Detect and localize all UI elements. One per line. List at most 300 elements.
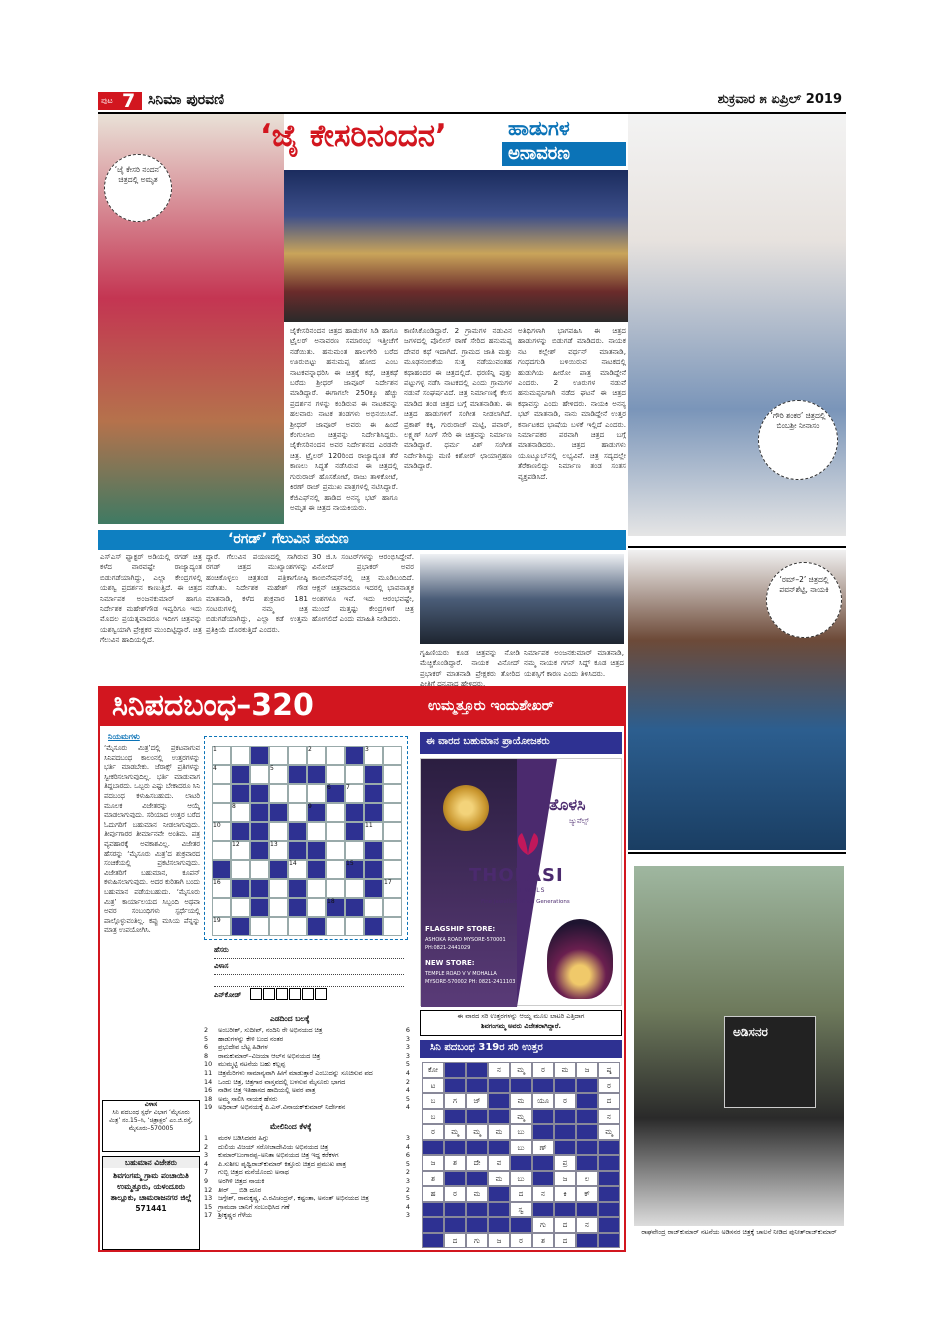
address-text: ಸಿನಿ ಪದಬಂಧ ಸ್ಪರ್ಧೆ ವಿಭಾಗ ‘ಮೈಸೂರು ಮಿತ್ರ’ ನಂ.15–ಸಿ, ‘ಚಿತ್ರಾಕ್ಷರ’ ಎಂ.ಜಿ.ರಸ್ತೆ, ಮೈಸೂರು–570005: [109, 1109, 193, 1132]
crossword-block: [269, 860, 288, 879]
answer-block: [444, 1171, 466, 1187]
answer-cell: ಲ: [576, 1171, 598, 1187]
crossword-cell[interactable]: [307, 822, 326, 841]
crossword-cell[interactable]: [345, 917, 364, 936]
answer-block: [554, 1202, 576, 1218]
clue-item: 16 ನಾಡಿನ ಚಿತ್ರ ಇತಿಹಾಸದ ಹಾದಿಯಲ್ಲಿ ಅವರ ಪಾತ್ರ 4: [204, 1086, 410, 1095]
answer-block: [466, 1109, 488, 1125]
crossword-cell[interactable]: [383, 803, 402, 822]
crossword-block: [364, 784, 383, 803]
answer-cell: ರ: [598, 1078, 620, 1094]
crossword-number: 6: [327, 784, 331, 791]
answer-cell: ಜ್: [466, 1093, 488, 1109]
answer-block: [554, 1140, 576, 1156]
answer-block: [576, 1093, 598, 1109]
answer-block: [598, 1140, 620, 1156]
answer-cell: ಮ: [488, 1171, 510, 1187]
crossword-block: [307, 765, 326, 784]
page-label: ಪುಟ: [101, 96, 113, 105]
crossword-cell[interactable]: [345, 879, 364, 898]
crossword-cell[interactable]: [307, 784, 326, 803]
crossword-block: [231, 822, 250, 841]
answer-block: [422, 1140, 444, 1156]
bimbashri-photo: [628, 114, 846, 536]
crossword-cell[interactable]: [288, 917, 307, 936]
clue-item: 8 ರಾಮಕುಮಾರ್–ವಿಜಯಾ ಆಲ್‌ನ ಅಭಿನಯದ ಚಿತ್ರ 3: [204, 1051, 410, 1060]
down-clues: [204, 1134, 410, 1234]
winner-text: ಶಿವಗಂಗಮ್ಮ ಗ್ರಾಮ ಪಂಚಾಯಿತಿ ಉಮ್ಮತ್ತೂರು, ಯಳಂದೂರು ತಾಲ್ಲೂಕು, ಚಾಮರಾಜನಗರ ಜಿಲ್ಲೆ 571441: [110, 1171, 192, 1213]
crossword-block: [212, 860, 231, 879]
peacock-logo-icon: [513, 829, 543, 857]
crossword-block: [345, 822, 364, 841]
sponsor-title: ಈ ವಾರದ ಬಹುಮಾನ ಪ್ರಾಯೋಜಕರು: [426, 736, 550, 747]
answer-block: [466, 1078, 488, 1094]
answer-block: [576, 1202, 598, 1218]
answer-cell: ಷ್ಠ: [598, 1062, 620, 1078]
crossword-block: [345, 803, 364, 822]
clue-item: 14 ಒಂದು ಚಿತ್ರ, ಚಿತ್ರಗಾರ ವಾಸ್ತವದಲ್ಲಿ ಬಳಸುವ ಮೈಸೂರು ಭಾಗದ 2: [204, 1077, 410, 1086]
gowri-caption-circle: ‘ಗೌರಿ ಶಂಕರ’ ಚಿತ್ರದಲ್ಲಿ ಬಿಂಬಶ್ರೀ ನೀನಾಸಂ: [758, 400, 838, 480]
rum-caption-circle: ‘ರಮ್–2’ ಚಿತ್ರದಲ್ಲಿ ಪವನ್‌ಶೆಟ್ಟಿ, ನಾಯಕಿ: [766, 562, 842, 638]
name-field[interactable]: ಹೆಸರು: [214, 946, 404, 959]
answer-cell: ರ: [532, 1062, 554, 1078]
section-title: ಸಿನಿಮಾ ಪುರವಣಿ: [148, 92, 225, 108]
brand-tagline: Fine Jewellers since Generations: [481, 899, 570, 905]
crossword-block: [288, 879, 307, 898]
crossword-cell[interactable]: [345, 841, 364, 860]
rugged-col-1: ಎಸ್‌ಎಸ್ ಫ್ಯಾಕ್ಟರ್ ಅಡಿಯಲ್ಲಿ ರಗಡ್ ಚಿತ್ರ ಕಳೆದ ವಾರವಷ್ಟೇ ರಾಜ್ಯಾದ್ಯಂತ ಬಿಡುಗಡೆಯಾಗಿದ್ದು, ಎಲ್ಲಾ ಕೇಂದ್ರಗಳಲ್ಲಿ ಯಶಸ್ವಿ ಪ್ರದರ್ಶನ ಕಾಣುತ್ತಿದೆ. ಈ ಚಿತ್ರದ ನಿರ್ಮಾಪಕ ಅಂಜನಕುಮಾರ್ ಹಾಗೂ ನಿರ್ದೇಶಕ ಮಹೇಶ್‌ಗೌಡ ಇವ್ವರಿಗೂ ಇದು ಮೊದಲ ಪ್ರಯತ್ನವಾದರೂ ಇದೀಗ ಚಿತ್ರವನ್ನು ಯಶಸ್ವಿಯಾಗಿ ಪ್ರೇಕ್ಷಕರ ಮುಂದಿಟ್ಟಿದ್ದಾರೆ. ಚಿತ್ರ ಗೆಲುವಿನ ಹಾದಿಯಲ್ಲಿದೆ.: [100, 552, 202, 645]
new-store-phone: MYSORE-570002 PH: 0821-2411103: [425, 979, 516, 985]
answer-block: [444, 1109, 466, 1125]
crossword-cell[interactable]: [326, 841, 345, 860]
lead-headline-side-2-box: [502, 142, 626, 166]
crossword-number: 3: [365, 746, 369, 753]
clue-item: 19 ಅಧಿರಾಜ್ ಅಭಿನಯಕ್ಕೆ ಪಿ.ಎಸ್.ವಿನಾಯಕ್‌ಕುಮಾರ್ ನಿರ್ದೇಶನ 4: [204, 1103, 410, 1112]
crossword-cell[interactable]: [307, 879, 326, 898]
answer-block: [510, 1217, 532, 1233]
answer-cell: ಮ: [510, 1093, 532, 1109]
crossword-cell[interactable]: [250, 765, 269, 784]
crossword-block: [288, 765, 307, 784]
crossword-block: [288, 898, 307, 917]
crossword-cell[interactable]: [212, 841, 231, 860]
crossword-cell[interactable]: [269, 898, 288, 917]
crossword-block: [231, 917, 250, 936]
answer-block: [532, 1171, 554, 1187]
crossword-cell[interactable]: [250, 917, 269, 936]
crossword-block: [269, 803, 288, 822]
clue-item: 11 ಚಿತ್ರಮೆರಿಗಳು ಸಾಮಾನ್ಯವಾಗಿ ಹೀಗೆ ಮಾಡುತ್ತಾರೆ ಎಂಬುದನ್ನು ಸೂಚಿಸುವ ಪದ 4: [204, 1068, 410, 1077]
answer-block: [576, 1233, 598, 1249]
brand-kn-sub: ಜ್ಯುವೆಲ್ಸ್: [569, 817, 589, 825]
crossword-cell[interactable]: [326, 917, 345, 936]
clue-item: 18 ಅಮ್ಮ ಸಾಲಿಸಿ ನಾಯಕ ಹೆಸರು 5: [204, 1094, 410, 1103]
crossword-cell[interactable]: [326, 803, 345, 822]
answer-block: [466, 1062, 488, 1078]
answer-cell: ಪ್ರ: [554, 1155, 576, 1171]
answer-cell: ಮ್ಮ: [598, 1124, 620, 1140]
answer-block: [466, 1171, 488, 1187]
answer-cell: ಬು: [510, 1140, 532, 1156]
answer-block: [422, 1202, 444, 1218]
clue-item: 7 ಗುಬ್ಬಿ ಚಿತ್ರದ ಮನೆಯೊಂದು ಅನಾಥ 2: [204, 1168, 410, 1177]
crossword-number: 8: [232, 803, 236, 810]
new-store-label: NEW STORE:: [425, 959, 475, 967]
answer-cell: ನ: [598, 1109, 620, 1125]
rugged-team-photo: [420, 554, 624, 644]
rules-text: ‘ಮೈಸೂರು ಮಿತ್ರ’ದಲ್ಲಿ ಪ್ರಕಟವಾಗುವ ಸಿನಿಪದಬಂಧ ಕಾಲಂನಲ್ಲಿ ಉತ್ತರಗಳನ್ನು ಭರ್ತಿ ಮಾಡಬೇಕು. ಜೆರಾಕ್ಸ್ ಪ್ರತಿಗಳನ್ನು ಸ್ವೀಕರಿಸಲಾಗುವುದಿಲ್ಲ. ಭರ್ತಿ ಮಾಡುವಾಗ ತಿದ್ದಬಾರದು. ಒಬ್ಬರು ಎಷ್ಟು ಬೇಕಾದರೂ ಸಿನಿ ಪದಬಂಧ ಕಳುಹಿಸಬಹುದು. ಲಾಟರಿ ಮೂಲಕ ವಿಜೇತರನ್ನು ಆಯ್ಕೆ ಮಾಡಲಾಗುವುದು. ಸರಿಯಾದ ಉತ್ತರ ಬರೆದ ಓದುಗರಿಗೆ ಬಹುಮಾನ ನೀಡಲಾಗುವುದು. ತೀರ್ಪುಗಾರರ ತೀರ್ಮಾನವೇ ಅಂತಿಮ. ಪತ್ರ ವ್ಯವಹಾರಕ್ಕೆ ಅವಕಾಶವಿಲ್ಲ. ವಿಜೇತರ ಹೆಸರನ್ನು ‘ಮೈಸೂರು ಮಿತ್ರ’ದ ಶುಕ್ರವಾರದ ಸಂಚಿಕೆಯಲ್ಲಿ ಪ್ರಕಟಿಸಲಾಗುವುದು. ವಿಜೇತರಿಗೆ ಬಹುಮಾನ, ಕೂಪನ್ ಕಳುಹಿಸಲಾಗುವುದು. ಅದರ ಕುರಿತಾಗಿ ಬಂದು ಬಹುಮಾನ ಪಡೆಯಬಹುದು. ‘ಮೈಸೂರು ಮಿತ್ರ’ ಕಾರ್ಯಾಲಯದ ಸಿಬ್ಬಂದಿ ಅಥವಾ ಅವರ ಸಂಬಂಧಿಗಳು ಸ್ಪರ್ಧೆಯಲ್ಲಿ ಪಾಲ್ಗೊಳ್ಳುವಂತಿಲ್ಲ. ಕಪ್ಪು ಮಸಿಯ ಪೆನ್ನನ್ನು ಮಾತ್ರ ಉಪಯೋಗಿಸಿ.: [104, 744, 200, 935]
answer-block: [576, 1124, 598, 1140]
clue-item: 13 ಜಗ್ಗೇಶ್, ರಾಮಕೃಷ್ಣ, ವಿ.ರವಿಚಂದ್ರನ್, ಕಷ್ಟಂತಾ, ಅನಂತ್ ಅಭಿನಯದ ಚಿತ್ರ 5: [204, 1194, 410, 1203]
answer-cell: ಯೂ: [532, 1093, 554, 1109]
answer-block: [598, 1217, 620, 1233]
answer-cell: ದ: [510, 1186, 532, 1202]
right-divider: [628, 546, 846, 548]
crossword-number: 2: [308, 746, 312, 753]
crossword-block: [307, 917, 326, 936]
crossword-cell[interactable]: [288, 803, 307, 822]
rum2-photo: [628, 550, 846, 850]
necklace-icon: [547, 919, 613, 999]
audio-launch-photo: [284, 170, 628, 322]
lead-headline-side-2: ಅನಾವರಣ: [508, 143, 571, 164]
answer-block: [532, 1109, 554, 1125]
answer-cell: ಶ: [444, 1155, 466, 1171]
answer-block: [576, 1140, 598, 1156]
crossword-cell[interactable]: [383, 784, 402, 803]
crossword-cell[interactable]: [269, 784, 288, 803]
winner-box: [102, 1156, 200, 1250]
answer-block: [532, 1155, 554, 1171]
crossword-block: [364, 917, 383, 936]
crossword-number: 1: [213, 746, 217, 753]
brand-sub: JEWELS: [517, 887, 546, 894]
answer-cell: ಮ: [488, 1124, 510, 1140]
answer-block: [444, 1078, 466, 1094]
crossword-block: [364, 879, 383, 898]
answer-block: [466, 1202, 488, 1218]
crossword-block: [250, 746, 269, 765]
brand-kn: ತೊಳಸಿ: [549, 795, 586, 814]
answer-cell: ಬ: [422, 1109, 444, 1125]
clapboard-photo: [634, 866, 844, 1226]
answer-cell: ದೇ: [466, 1155, 488, 1171]
answer-cell: ಗ: [444, 1093, 466, 1109]
answer-block: [488, 1078, 510, 1094]
flagship-phone: PH:0821-2441029: [425, 945, 471, 951]
crossword-cell[interactable]: [212, 898, 231, 917]
answer-block: [598, 1202, 620, 1218]
crossword-cell[interactable]: [326, 860, 345, 879]
clue-item: 9 ಅರಗಿಳಿ ಚಿತ್ರದ ನಾಯಕಿ 3: [204, 1176, 410, 1185]
crossword-block: [364, 803, 383, 822]
rugged-headline-bar: [98, 530, 626, 550]
lead-headline: [260, 116, 630, 166]
rugged-headline: ‘ರಗಡ್’ ಗೆಲುವಿನ ಪಯಣ: [228, 531, 349, 547]
address-field[interactable]: ವಿಳಾಸ: [214, 962, 404, 975]
answer-block: [576, 1109, 598, 1125]
crossword-cell[interactable]: [307, 898, 326, 917]
answer-cell: ಬು: [510, 1171, 532, 1187]
answer-block: [466, 1217, 488, 1233]
answer-block: [488, 1109, 510, 1125]
answer-block: [444, 1062, 466, 1078]
answer-cell: ಸ್ವ: [510, 1202, 532, 1218]
answer-block: [576, 1155, 598, 1171]
answer-cell: ರ: [422, 1124, 444, 1140]
crossword-block: [231, 879, 250, 898]
answer-cell: ಮ: [554, 1062, 576, 1078]
answer-block: [444, 1217, 466, 1233]
answer-cell: ಕೋ: [422, 1062, 444, 1078]
crossword-block: [364, 841, 383, 860]
answer-cell: ರ: [554, 1093, 576, 1109]
earring-icon: [443, 785, 489, 831]
across-title: ಎಡದಿಂದ ಬಲಕ್ಕೆ: [270, 1014, 310, 1023]
answers-title-bar: [420, 1040, 622, 1058]
clue-item: 4 ಪಿ.ಸುಶೀಲ ಪೃಥ್ವಿರಾಜ್‌ಕುಮಾರ್ ಕಿತ್ತೂರು ಚಿತ್ರದ ಪ್ರಮುಖ ಪಾತ್ರ 5: [204, 1159, 410, 1168]
answer-cell: ಗು: [532, 1217, 554, 1233]
flagship-addr: ASHOKA ROAD MYSORE-570001: [425, 937, 506, 943]
crossword-block: [250, 841, 269, 860]
crossword-cell[interactable]: [269, 822, 288, 841]
lead-text-col-3: ಅತಿಥಿಗಳಾಗಿ ಭಾಗವಹಿಸಿ ಈ ಚಿತ್ರದ ಹಾಡುಗಳನ್ನು ಬಿಡುಗಡೆ ಮಾಡಿದರು. ನಾಯಕ ನಟ ಕಲ್ಲೇಶ್ ವರ್ಧನ್ ಮಾತನಾಡಿ, ಗಂಧದಗುಡಿ ಬಳಿಯಿರುವ ನಾಟಕದಲ್ಲಿ ಹುಡುಗಿಯ ಹೀರೋ ಪಾತ್ರ ಮಾಡಿದ್ದೇನೆ ಎಂದರು. 2 ಊರುಗಳ ನಡುವೆ ಹನುಮಪ್ಪನಿಗಾಗಿ ನಡೆದ ಘಟನೆ ಈ ಚಿತ್ರದ ಕಥಾವಸ್ತು ಎಂದು ಹೇಳಿದರು. ನಾಯಕಿ ಅನನ್ಯ ಭಟ್ ಮಾತನಾಡಿ, ನಾನು ಮಾಡಿದ್ದೇನೆ ಉತ್ತರ ಕರ್ನಾಟಕದ ಭಾಷೆಯ ಬಳಕೆ ಇಲ್ಲಿದೆ ಎಂದರು. ನಿರ್ಮಾಪಕರ ಪರವಾಗಿ ಚಿತ್ರದ ಬಗ್ಗೆ ಮಾತನಾಡಿದರು. ಚಿತ್ರದ ಹಾಡುಗಳು ಯೂಟ್ಯೂಬ್‌ನಲ್ಲಿ ಲಭ್ಯವಿವೆ. ಚಿತ್ರ ಸದ್ಯದಲ್ಲೇ ತೆರೆಕಾಣಲಿದ್ದು ನಿರ್ಮಾಣ ತಂಡ ಸಂತಸ ವ್ಯಕ್ತಪಡಿಸಿದೆ.: [518, 326, 626, 481]
answer-cell: ಶ: [532, 1233, 554, 1249]
clue-item: 1 ಮರಳ ಬಡಿಸಿದವರ ಹಿಗ್ಗು 3: [204, 1134, 410, 1142]
page-date: ಶುಕ್ರವಾರ ೫ ಏಪ್ರಿಲ್ 2019: [717, 92, 842, 107]
answer-cell: ಮ್ಮ: [466, 1124, 488, 1140]
crossword-number: 9: [308, 803, 312, 810]
crossword-cell[interactable]: [383, 841, 402, 860]
crossword-number: 14: [289, 860, 297, 867]
crossword-cell[interactable]: [383, 746, 402, 765]
answer-cell: ಣ್: [532, 1140, 554, 1156]
answer-block: [598, 1155, 620, 1171]
crossword-cell[interactable]: [212, 784, 231, 803]
clue-item: 2 ಅಂಬರೀಶ್, ಸುದೀಪ್, ನಂದಿನಿ ರೇ ಅಭಿನಯದ ಚಿತ್ರ 6: [204, 1026, 410, 1034]
crossword-cell[interactable]: [383, 917, 402, 936]
answer-block: [554, 1078, 576, 1094]
crossword-number: 10: [213, 822, 221, 829]
crossword-block: [345, 746, 364, 765]
answers-grid: [422, 1062, 620, 1248]
crossword-block: [364, 765, 383, 784]
answer-block: [510, 1078, 532, 1094]
crossword-block: [250, 822, 269, 841]
crossword-block: [250, 784, 269, 803]
answer-block: [488, 1186, 510, 1202]
clue-item: 17 ಶ್ರೀಕೃಷ್ಣರ ಗೆಳೆಯ 3: [204, 1211, 410, 1220]
crossword-number: 11: [365, 822, 373, 829]
address-title: ವಿಳಾಸ: [144, 1101, 158, 1108]
crossword-block: [288, 822, 307, 841]
rugged-col-2: ದ್ದಾರೆ. ಗೆಲುವಿನ ಪಯಣದಲ್ಲಿ ಸಾಗಿರುವ ರಗಡ್ ಚಿತ್ರದ ಮುಖ್ಯಾಂಶಗಳನ್ನು ಹಂಚಿಕೊಳ್ಳಲು ಚಿತ್ರತಂಡ ಪತ್ರಿಕಾಗೋಷ್ಠಿ ನಡೆಸಿತು. ನಿರ್ದೇಶಕ ಮಹೇಶ್ ಗೌಡ ಮಾತನಾಡಿ, ಕಳೆದ ಶುಕ್ರವಾರ 181 ಸಂಟರುಗಳಲ್ಲಿ ನಮ್ಮ ಚಿತ್ರ ಬಿಡುಗಡೆಯಾಗಿದ್ದು, ಎಲ್ಲಾ ಕಡೆ ಉತ್ತಮ ಪ್ರತಿಕ್ರಿಯೆ ದೊರಕುತ್ತಿದೆ ಎಂದರು.: [206, 552, 308, 634]
answer-block: [598, 1171, 620, 1187]
crossword-cell[interactable]: [326, 746, 345, 765]
clue-item: 12 ತೀರ್ __ ಬಿಡಿ ದೂರ 2: [204, 1185, 410, 1194]
lead-headline-side-1: ಹಾಡುಗಳ: [508, 116, 570, 140]
answer-block: [598, 1233, 620, 1249]
crossword-cell[interactable]: [383, 822, 402, 841]
crossword-cell[interactable]: [269, 879, 288, 898]
crossword-grid: [212, 746, 402, 936]
answer-cell: ಮ: [466, 1186, 488, 1202]
answer-cell: ಕ್: [576, 1186, 598, 1202]
crossword-block: [345, 898, 364, 917]
crossword-block: [250, 898, 269, 917]
answer-block: [510, 1155, 532, 1171]
down-title: ಮೇಲಿನಿಂದ ಕೆಳಕ್ಕೆ: [270, 1122, 312, 1131]
brand-name: THOLASI: [469, 865, 564, 886]
answer-block: [532, 1202, 554, 1218]
answer-cell: ಜ: [422, 1155, 444, 1171]
clue-item: 6 ಪ್ರಭುದೇವ ಬೆಟ್ಟ ಹಿಡಿಗಳ 3: [204, 1043, 410, 1052]
clue-item: 10 ಮುಮ್ಮಟ್ಟಿ ನಟನೆಯ ಬಹು ಕಲ್ಲಪ್ಪ 5: [204, 1060, 410, 1069]
right-divider-2: [628, 852, 846, 854]
bottom-photo-caption: ರಾಘವೇಂದ್ರ ರಾಜ್‌ಕುಮಾರ್ ನಟನೆಯ ಅಡಿಸನರ ಚಿತ್ರಕ್ಕೆ ಚಾಲನೆ ನೀಡಿದ ಪುನೀತ್‌ರಾಜ್‌ಕುಮಾರ್: [641, 1228, 837, 1236]
sponsor-title-bar: [420, 732, 622, 754]
crossword-cell[interactable]: [231, 746, 250, 765]
crossword-cell[interactable]: [212, 803, 231, 822]
flagship-label: FLAGSHIP STORE:: [425, 925, 496, 933]
address-box: [102, 1100, 200, 1152]
page-number: 7: [122, 90, 136, 112]
crossword-block: [307, 860, 326, 879]
crossword-title: ಸಿನಿಪದಬಂಧ–320: [112, 688, 314, 723]
crossword-cell[interactable]: [364, 898, 383, 917]
crossword-number: 16: [213, 879, 221, 886]
crossword-cell[interactable]: [326, 765, 345, 784]
answer-cell: ಕಿ: [554, 1186, 576, 1202]
crossword-cell[interactable]: [326, 822, 345, 841]
crossword-block: [250, 879, 269, 898]
clue-item: 3 ಕುಮಾರ್‌ಬಂಗಾರಪ್ಪ–ಅನಿತಾ ಅಭಿನಯದ ಚಿತ್ರ ಇದ್ದ ಕರೆಕಳಗ 6: [204, 1151, 410, 1160]
answer-cell: ನ: [488, 1062, 510, 1078]
winner-title: ಬಹುಮಾನ ವಿಜೇತರು: [103, 1157, 199, 1168]
crossword-number: 17: [384, 879, 392, 886]
answer-cell: ದ: [554, 1217, 576, 1233]
answer-cell: ದ: [444, 1233, 466, 1249]
answers-title: ಸಿನಿ ಪದಬಂಧ 319ರ ಸರಿ ಉತ್ತರ: [430, 1042, 543, 1053]
crossword-cell[interactable]: [288, 784, 307, 803]
answer-cell: ಮ್ಮ: [510, 1062, 532, 1078]
answer-cell: ನ: [576, 1217, 598, 1233]
crossword-number: 15: [346, 860, 354, 867]
crossword-title-bar: [100, 688, 624, 726]
lead-text-col-1: ಜೈಕೇಸರಿನಂದನ ಚಿತ್ರದ ಹಾಡುಗಳ ಸಿಡಿ ಹಾಗೂ ಟ್ರೈಲರ್ ಅನಾವರಣ ಸಮಾರಂಭ ಇತ್ತೀಚೆಗೆ ನಡೆಯಿತು. ಹನುಮಂತ ಹಾಲಗೇರಿ ಬರೆದ ಊರುಬಿಟ್ಟು ಹನುಮಪ್ಪ ಹೋದ ಎಂಬ ನಾಟಕವನ್ನಾಧರಿಸಿ ಈ ಚಿತ್ರಕ್ಕೆ ಕಥೆ, ಚಿತ್ರಕಥೆ ಬರೆದು ಶ್ರೀಧರ್ ಜಾವೂರ್ ನಿರ್ದೇಶನ ಮಾಡಿದ್ದಾರೆ. ಈಗಾಗಲೇ 250ಕ್ಕೂ ಹೆಚ್ಚು ಪ್ರದರ್ಶನ ಗಳನ್ನು ಕಂಡಿರುವ ಈ ನಾಟಕವನ್ನು ಹಲವಾರು ನಾಟಕ ತಂಡಗಳು ಅಭಿನಯಿಸಿವೆ. ಶ್ರೀಧರ್ ಜಾವೂರ್ ಅವರು ಈ ಹಿಂದೆ ಕೆಂಗುಲಾಬಿ ಚಿತ್ರವನ್ನು ನಿರ್ದೇಶಿಸಿದ್ದರು. ಜೈಕೇಸರಿನಂದನ ಅವರ ನಿರ್ದೇಶನದ ಎರಡನೇ ಚಿತ್ರ. ಟ್ರೈಲರ್ 120ರಿಂದ ರಾಜ್ಯಾದ್ಯಂತ ತೆರೆ ಕಾಣಲು ಸಿದ್ಧತೆ ನಡೆಸಿರುವ ಈ ಚಿತ್ರದಲ್ಲಿ ಗುರುರಾಜ್ ಹೊಸಕೋಟೆ, ರಾಜು ತಾಳಿಕೋಟೆ, ಕಿರಣ್ ರಾಜ್ ಪ್ರಮುಖ ಪಾತ್ರಗಳಲ್ಲಿ ನಟಿಸಿದ್ದಾರೆ. ಕೆಜಿಎಫ್‌ನಲ್ಲಿ ಹಾಡಿದ ಅನನ್ಯ ಭಟ್ ಹಾಗೂ ಅಮೃತ ಈ ಚಿತ್ರದ ನಾಯಕಿಯರು.: [290, 326, 398, 512]
answer-cell: ರ: [444, 1186, 466, 1202]
answer-cell: ನ: [532, 1186, 554, 1202]
answer-block: [488, 1217, 510, 1233]
crossword-cell[interactable]: [231, 898, 250, 917]
clue-item: 5 ಹಾಡುಗಳನ್ನು ಕೇಳಿ ಬಂದ ನಂತರ 3: [204, 1034, 410, 1043]
answer-block: [598, 1186, 620, 1202]
crossword-cell[interactable]: [326, 879, 345, 898]
answer-cell: ಮ್ಮ: [510, 1109, 532, 1125]
answer-cell: ಜ: [576, 1062, 598, 1078]
lead-headline-main: ‘ಜೈ ಕೇಸರಿನಂದನ’: [260, 118, 447, 154]
answer-block: [488, 1093, 510, 1109]
crossword-cell[interactable]: [383, 765, 402, 784]
answer-cell: ಶ: [422, 1171, 444, 1187]
answer-block: [488, 1140, 510, 1156]
answer-block: [444, 1140, 466, 1156]
answer-cell: ಮ್ಮ: [444, 1124, 466, 1140]
answer-cell: ಹ: [422, 1186, 444, 1202]
rugged-col-5: ನಿರ್ಮಾಪಕ ಅಂಜನಕುಮಾರ್ ಮಾತನಾಡಿ, ನಮ್ಮ ನಾಯಕ ಗಗನ್ ಸಿದ್ದ್ ಕೂಡ ಚಿತ್ರದ ಯಶಸ್ಸಿಗೆ ಕಾರಣ ಎಂದು ತಿಳಿಸಿದರು.: [524, 648, 624, 678]
crossword-cell[interactable]: [383, 898, 402, 917]
tholasi-ad: [420, 758, 622, 1006]
answer-cell: ಜ: [488, 1233, 510, 1249]
new-store-addr: TEMPLE ROAD V V MOHALLA: [425, 971, 497, 977]
rugged-col-4: ಗೃಹಿಣಿಯರು ಕೂಡ ಚಿತ್ರವನ್ನು ನೋಡಿ ಮೆಚ್ಚಿಕೊಂಡಿದ್ದಾರೆ. ನಾಯಕ ವಿನೋದ್ ಪ್ರಭಾಕರ್ ಮಾತನಾಡಿ ಪ್ರೇಕ್ಷಕರು ತೋರಿದ ಪ್ರೀತಿಗೆ ಧನ್ಯವಾದ ಹೇಳಿದರು.: [420, 648, 520, 689]
answer-cell: ಟ: [422, 1078, 444, 1094]
answer-cell: ಬು: [510, 1124, 532, 1140]
answer-block: [444, 1202, 466, 1218]
answer-cell: ಬ: [422, 1093, 444, 1109]
answer-block: [532, 1078, 554, 1094]
answer-block: [488, 1202, 510, 1218]
rules-title: ನಿಯಮಗಳು: [108, 732, 140, 741]
crossword-block: [307, 841, 326, 860]
crossword-number: 12: [232, 841, 240, 848]
crossword-number: 4: [213, 765, 217, 772]
across-clues: [204, 1026, 410, 1122]
answer-block: [554, 1109, 576, 1125]
crossword-cell[interactable]: [383, 860, 402, 879]
crossword-cell[interactable]: [269, 917, 288, 936]
crossword-cell[interactable]: [288, 746, 307, 765]
crossword-number: 5: [270, 765, 274, 772]
crossword-block: [364, 860, 383, 879]
answer-cell: ದ: [598, 1093, 620, 1109]
amrutha-photo: [98, 114, 284, 524]
pincode-field[interactable]: ಪಿನ್‌ಕೋಡ್: [214, 988, 404, 1002]
rugged-col-3: 30 ಜಿ.ಸಿ ಸಂಟರ್‌ಗಳನ್ನು ಆರಂಭಿಸಿದ್ದೇವೆ. ವಿನೋದ್ ಪ್ರಭಾಕರ್ ಅವರ ಕಾಂಬಿನೇಷನ್‌ನಲ್ಲಿ ಚಿತ್ರ ಮೂಡಿಬಂದಿದೆ. ಆಕ್ಷನ್ ಚಿತ್ರವಾದರೂ ಇದರಲ್ಲಿ ಭಾವನಾತ್ಮಕ ಅಂಶಗಳೂ ಇವೆ. ಇದು ಆರಂಭವಷ್ಟೇ, ಮುಂದೆ ಮತ್ತಷ್ಟು ಕೇಂದ್ರಗಳಿಗೆ ಚಿತ್ರ ಹೋಗಲಿದೆ ಎಂದು ಮಾಹಿತಿ ನೀಡಿದರು.: [312, 552, 414, 624]
crossword-block: [288, 841, 307, 860]
crossword-number: 18: [327, 898, 335, 905]
answer-cell: ಜ: [554, 1171, 576, 1187]
page-header: [98, 90, 846, 114]
page-number-box: [98, 92, 142, 110]
sponsor-winner-note: ಈ ವಾರದ ಸರಿ ಉತ್ತರಗಳನ್ನು ಆಯ್ದ ಮೂಲ ಲಾಟರಿ ಎತ್ತಿದಾಗ ಶಿವಗಂಗಮ್ಮ ಅವರು ವಿಜೇತರಾಗಿದ್ದಾರೆ.: [420, 1010, 622, 1036]
crossword-cell[interactable]: [345, 765, 364, 784]
answer-block: [554, 1124, 576, 1140]
crossword-number: 19: [213, 917, 221, 924]
crossword-cell[interactable]: [269, 746, 288, 765]
lead-text-col-2: ಕಾಣಿಸಿಕೊಂಡಿದ್ದಾರೆ. 2 ಗ್ರಾಮಗಳ ನಡುವಿನ ಜಗಳದಲ್ಲಿ ಪೊಲೀಸ್ ಠಾಣೆ ಸೇರಿದ ಹನುಮಪ್ಪ ದೇವರ ಕಥೆ ಇದಾಗಿದೆ. ಗ್ರಾಮದ ಜಾತಿ ಮತ್ತು ಮೂಢನಂಬಿಕೆಯ ಸುತ್ತ ನಡೆಯುವಂತಹ ಕಥಾಹಂದರ ಈ ಚಿತ್ರದಲ್ಲಿದೆ. ಧರಣಿನ್ನಿ ಪುತ್ತು ಪಟ್ಟುಗಳ್ಳ ನಡೆಸಿ ನಾಟಕದಲ್ಲಿ ಎಂದು ಗ್ರಾಮಗಳ ನಡುವೆ ಸಂಘರ್ಷವಿದೆ. ಚಿತ್ರ ನಿರ್ಮಾಣಕ್ಕೆ ಕೆಲಸ ಮಾಡಿದ ತಂಡ ಚಿತ್ರದ ಬಗ್ಗೆ ಮಾತನಾಡಿತು. ಈ ಚಿತ್ರದ ಹಾಡುಗಳಿಗೆ ಸಂಗೀತ ನೀಡಲಾಗಿದೆ. ಪ್ರಕಾಶ್ ಕಕ್ಕಿ, ಗುರುರಾಜ್ ಮಟ್ಟಿ, ಪವಾರ್, ಲಕ್ಷ್ಮಣ್ ಸಿಂಗ್ ಸೇರಿ ಈ ಚಿತ್ರವನ್ನು ನಿರ್ಮಾಣ ಮಾಡಿದ್ದಾರೆ. ಧರ್ಮ ವಿಶ್ ಸಂಗೀತ ನಿರ್ದೇಶಿಸಿದ್ದು ಮಣಿ ಕಿಶೋರ್ ಛಾಯಾಗ್ರಹಣ ಮಾಡಿದ್ದಾರೆ.: [404, 326, 512, 471]
clue-item: 2 ದುಲಿಯ ವಿಜಯ್ ಸರೋಜಾದೇವಿಯ ಅಭಿನಯದ ಚಿತ್ರ 4: [204, 1142, 410, 1151]
answer-block: [466, 1140, 488, 1156]
answer-cell: ದ: [554, 1233, 576, 1249]
crossword-cell[interactable]: [250, 860, 269, 879]
answer-cell: ಗು: [466, 1233, 488, 1249]
amrutha-caption-circle: ‘ಜೈ ಕೇಸರಿ ನಂದನ’ ಚಿತ್ರದಲ್ಲಿ ಅಮೃತ: [104, 154, 172, 222]
answer-cell: ರ: [510, 1233, 532, 1249]
clapper-board: ಅಡಿಸನರ: [724, 1016, 816, 1108]
crossword-block: [231, 784, 250, 803]
answer-block: [422, 1217, 444, 1233]
address-field-2[interactable]: [214, 976, 404, 987]
answer-cell: ವ: [488, 1155, 510, 1171]
answer-block: [532, 1124, 554, 1140]
crossword-block: [250, 803, 269, 822]
answer-block: [422, 1233, 444, 1249]
clue-item: 15 ಗ್ರಾಮದಾ ಜಾನಿಗೆ ಸಂಬಂಧಿಸಿದ ಗಣೆ 4: [204, 1202, 410, 1211]
answer-block: [576, 1078, 598, 1094]
crossword-cell[interactable]: [231, 860, 250, 879]
crossword-number: 7: [346, 784, 350, 791]
